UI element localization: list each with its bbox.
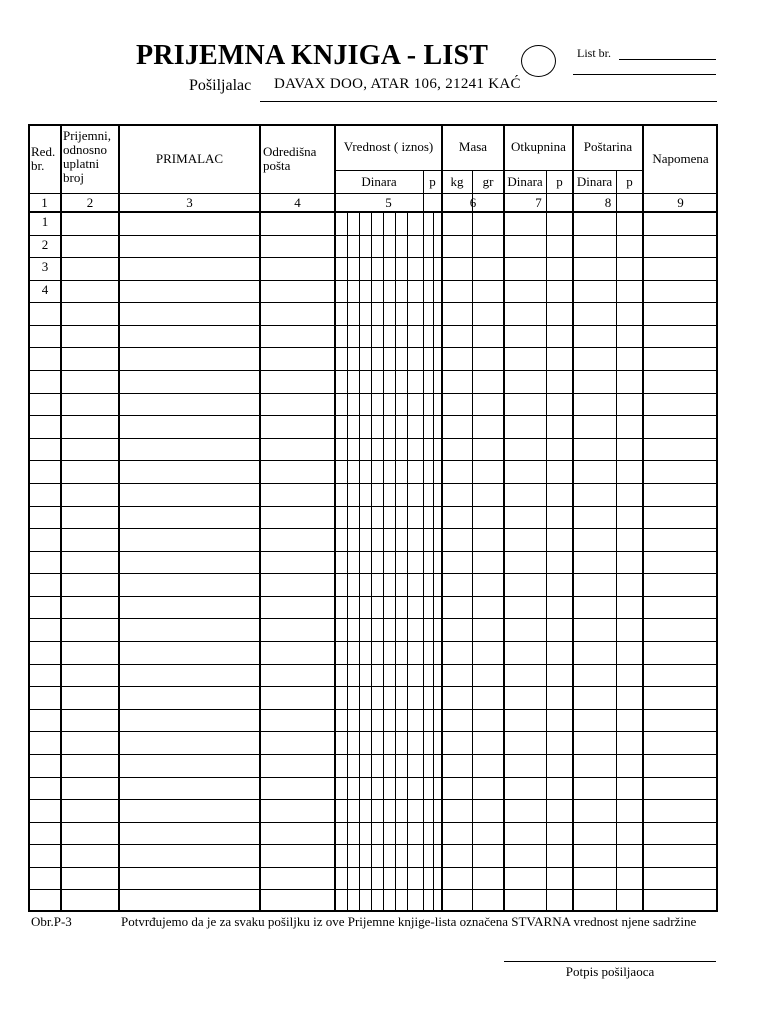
- row-line: [28, 415, 718, 416]
- column-number-6: 6: [469, 195, 477, 210]
- header-otkupnina-p: p: [556, 174, 563, 189]
- row-line: [28, 325, 718, 326]
- row-line: [28, 528, 718, 529]
- digit-divider-2: [359, 212, 360, 912]
- table-right-border: [716, 124, 718, 912]
- header-otkupnina: Otkupnina: [511, 139, 566, 154]
- row-line: [28, 438, 718, 439]
- signature-line[interactable]: [504, 961, 716, 962]
- column-divider-2: [118, 124, 120, 912]
- column-divider-3: [259, 124, 261, 912]
- header-red-br: Red. br.: [31, 144, 56, 173]
- subcolumn-divider-4: [616, 170, 617, 912]
- sender-value[interactable]: DAVAX DOO, ATAR 106, 21241 KAĆ: [274, 76, 521, 92]
- column-divider-8: [642, 124, 644, 912]
- row-line: [28, 822, 718, 823]
- column-divider-4: [334, 124, 336, 912]
- row-line: [28, 370, 718, 371]
- row-line: [28, 235, 718, 236]
- table-bottom-border: [28, 910, 718, 912]
- row-line: [28, 844, 718, 845]
- ledger-table: [28, 124, 718, 912]
- column-number-5: 5: [385, 195, 392, 210]
- header-vrednost: Vrednost ( iznos): [343, 139, 434, 154]
- row-line: [28, 347, 718, 348]
- subcolumn-divider-2: [472, 170, 473, 912]
- row-number-4: 4: [41, 282, 49, 297]
- header-masa-gr: gr: [482, 174, 494, 189]
- form-title: PRIJEMNA KNJIGA - LIST: [136, 40, 489, 71]
- column-number-bottom-line: [28, 211, 718, 213]
- signature-label: Potpis pošiljaoca: [565, 964, 655, 979]
- row-line: [28, 664, 718, 665]
- header-postarina-p: p: [626, 174, 633, 189]
- row-line: [28, 573, 718, 574]
- row-line: [28, 551, 718, 552]
- header-bottom-line: [28, 193, 718, 194]
- list-number-label: List br.: [577, 46, 612, 60]
- column-number-3: 3: [186, 195, 193, 210]
- list-number-underline-2: [573, 74, 716, 75]
- column-number-9: 9: [677, 195, 684, 210]
- row-line: [28, 799, 718, 800]
- column-number-1: 1: [41, 195, 48, 210]
- header-vrednost-dinara: Dinara: [361, 174, 397, 189]
- row-line: [28, 596, 718, 597]
- column-number-2: 2: [86, 195, 94, 210]
- row-line: [28, 754, 718, 755]
- row-number-3: 3: [41, 259, 49, 274]
- digit-divider-7: [433, 212, 434, 912]
- subheader-divider: [335, 170, 643, 171]
- row-line: [28, 506, 718, 507]
- header-masa-kg: kg: [450, 174, 464, 189]
- table-left-border: [28, 124, 30, 912]
- header-masa: Masa: [458, 139, 488, 154]
- header-napomena: Napomena: [652, 151, 709, 166]
- column-number-7: 7: [535, 195, 542, 210]
- header-otkupnina-dinara: Dinara: [507, 174, 543, 189]
- header-postarina: Poštarina: [583, 139, 633, 154]
- header-prijemni-broj: Prijemni, odnosno uplatni broj: [63, 128, 112, 185]
- column-number-4: 4: [294, 195, 301, 210]
- column-divider-1: [60, 124, 62, 912]
- row-line: [28, 618, 718, 619]
- row-line: [28, 483, 718, 484]
- row-line: [28, 641, 718, 642]
- confirmation-text: Potvrđujemo da je za svaku pošiljku iz ove Prijemne knjige-lista označena STVARNA vrednost njene sadržine: [121, 914, 697, 929]
- row-line: [28, 731, 718, 732]
- header-postarina-dinara: Dinara: [576, 174, 613, 189]
- digit-divider-4: [383, 212, 384, 912]
- column-divider-7: [572, 124, 574, 912]
- digit-divider-5: [395, 212, 396, 912]
- sender-label: Pošiljalac: [189, 77, 252, 94]
- row-line: [28, 460, 718, 461]
- row-line: [28, 257, 718, 258]
- digit-divider-6: [407, 212, 408, 912]
- header-primalac: PRIMALAC: [155, 151, 224, 166]
- column-divider-5: [441, 124, 443, 912]
- digit-divider-1: [347, 212, 348, 912]
- subcolumn-divider-1: [423, 170, 424, 912]
- row-line: [28, 889, 718, 890]
- subcolumn-divider-3: [546, 170, 547, 912]
- row-line: [28, 302, 718, 303]
- list-number-field[interactable]: [619, 59, 716, 60]
- row-line: [28, 709, 718, 710]
- header-odredisna-posta: Odredišna pošta: [263, 144, 317, 173]
- column-divider-6: [503, 124, 505, 912]
- row-line: [28, 686, 718, 687]
- sender-underline: [260, 101, 717, 102]
- digit-divider-3: [371, 212, 372, 912]
- header-vrednost-p: p: [429, 174, 436, 189]
- form-code: Obr.P-3: [31, 914, 72, 929]
- row-line: [28, 867, 718, 868]
- row-line: [28, 280, 718, 281]
- row-line: [28, 393, 718, 394]
- column-number-8: 8: [604, 195, 612, 210]
- row-number-1: 1: [41, 214, 49, 229]
- row-number-2: 2: [41, 237, 49, 252]
- row-line: [28, 777, 718, 778]
- table-top-border: [28, 124, 718, 126]
- stamp-circle: [521, 45, 556, 77]
